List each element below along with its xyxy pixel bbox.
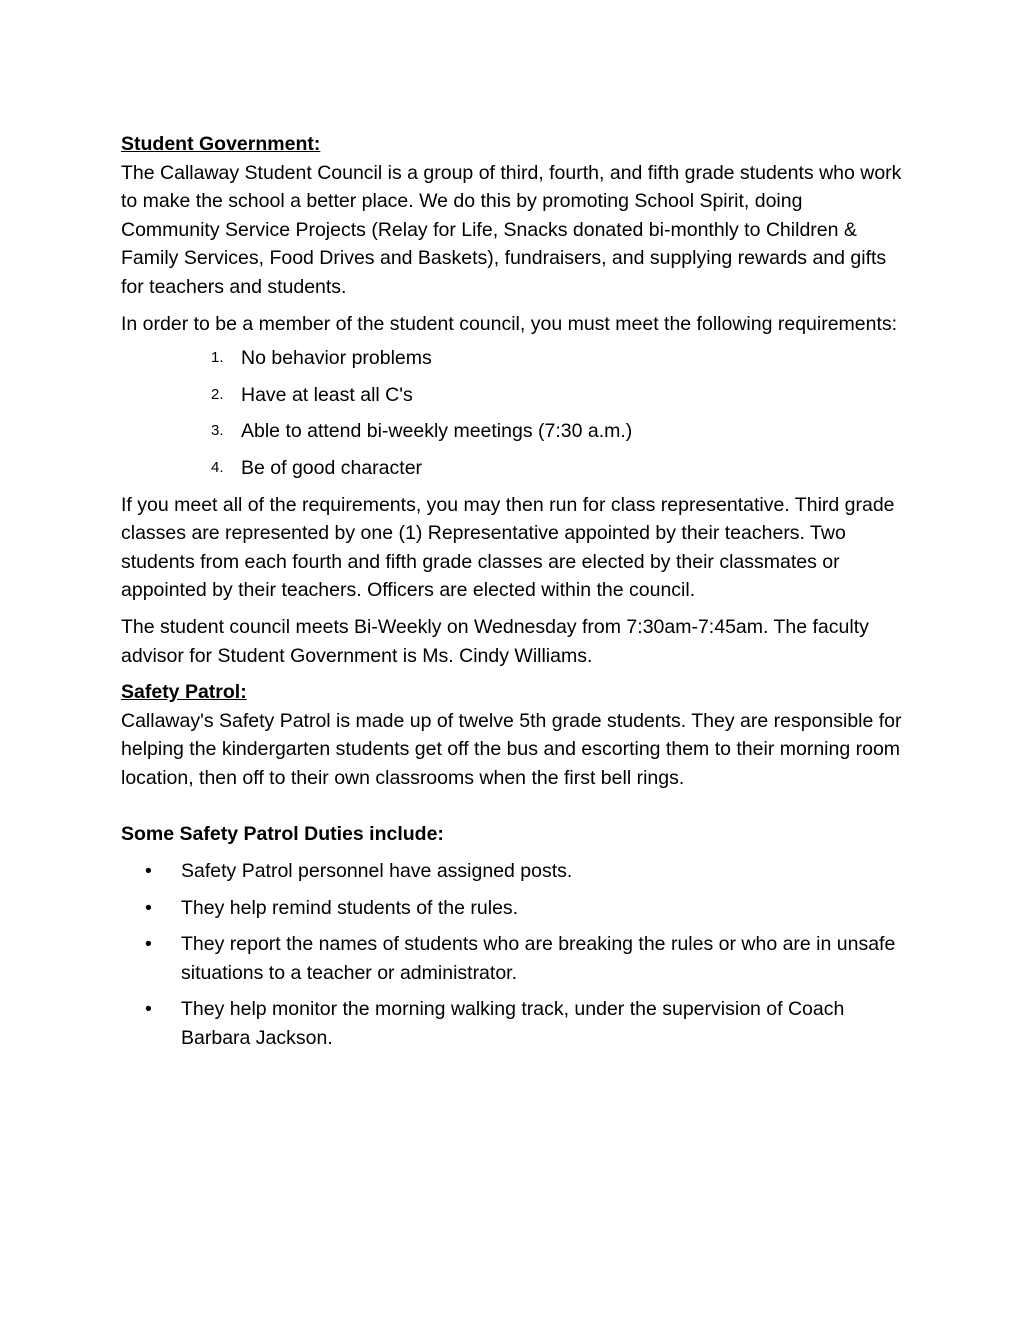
duty-text: They help remind students of the rules.	[181, 896, 519, 919]
duty-item	[121, 995, 905, 1052]
bullet-icon: •	[145, 933, 152, 956]
requirement-text: Able to attend bi-weekly meetings (7:30 a.m.)	[241, 420, 633, 443]
requirement-item	[121, 417, 905, 446]
document-page	[121, 130, 905, 1061]
bullet-icon: •	[145, 896, 152, 919]
student-council-intro: The Callaway Student Council is a group of third, fourth, and fifth grade students who work to make the school a better place. We do this by promoting School Spirit, doing Community Service Projects (Relay for Life, Snacks donated bi-monthly to Children & Family Services, Food Drives and Baskets), fundraisers, and supplying rewards and gifts for teachers and students.	[121, 161, 902, 298]
duties-list	[121, 857, 905, 1053]
requirement-number: 3.	[211, 422, 224, 440]
requirement-text: No behavior problems	[241, 347, 432, 370]
duties-heading: Some Safety Patrol Duties include:	[121, 823, 444, 846]
requirement-item	[121, 381, 905, 410]
duty-item	[121, 930, 905, 987]
safety-patrol-intro: Callaway's Safety Patrol is made up of twelve 5th grade students. They are responsible for helping the kindergarten students get off the bus and escorting them to their morning room location, then off to their own classrooms when the first bell rings.	[121, 709, 902, 789]
duty-item	[121, 894, 905, 923]
duty-text: Safety Patrol personnel have assigned posts.	[181, 860, 573, 883]
requirement-number: 4.	[211, 458, 224, 476]
duty-text: They help monitor the morning walking track, under the supervision of Coach Barbara Jackson.	[181, 998, 845, 1050]
requirement-number: 1.	[211, 349, 224, 367]
duty-item	[121, 857, 905, 886]
safety-patrol-heading: Safety Patrol:	[121, 681, 247, 704]
requirement-item	[121, 344, 905, 373]
bullet-icon: •	[145, 860, 152, 883]
requirements-list	[121, 344, 905, 482]
meetings-paragraph: The student council meets Bi-Weekly on Wednesday from 7:30am-7:45am. The faculty advisor for Student Government is Ms. Cindy Williams.	[121, 615, 869, 667]
requirement-number: 2.	[211, 385, 224, 403]
student-government-heading: Student Government:	[121, 133, 321, 155]
requirements-intro: In order to be a member of the student council, you must meet the following requirements:	[121, 312, 898, 335]
requirement-item	[121, 454, 905, 483]
election-paragraph: If you meet all of the requirements, you may then run for class representative. Third grade classes are represented by one (1) Representative appointed by their teachers. Two students from each fourth and fifth grade classes are elected by their classmates or appointed by their teachers. Officers are elected within the council.	[121, 493, 895, 602]
bullet-icon: •	[145, 998, 152, 1021]
duty-text: They report the names of students who are breaking the rules or who are in unsafe situations to a teacher or administrator.	[181, 933, 896, 984]
requirement-text: Be of good character	[241, 456, 423, 479]
requirement-text: Have at least all C's	[241, 383, 413, 406]
